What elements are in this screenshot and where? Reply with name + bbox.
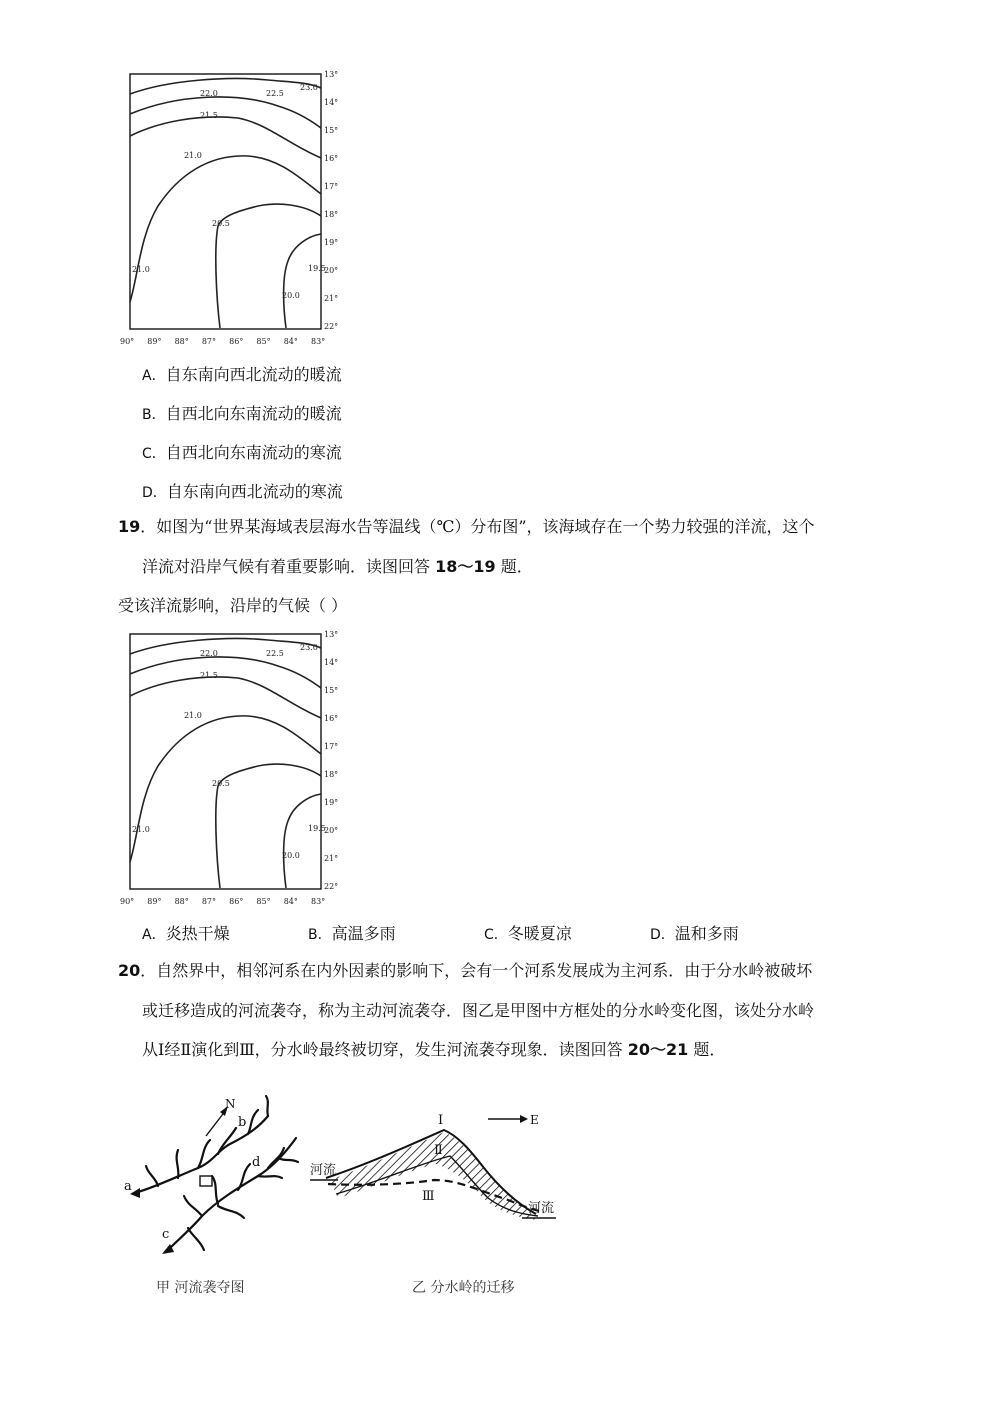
q18-option-a[interactable]: A．自东南向西北流动的暖流 [142, 365, 342, 384]
latitude-tick-label: 14° [324, 98, 339, 107]
latitude-tick-label: 19° [324, 238, 339, 247]
latitude-tick-label: 22° [324, 882, 339, 891]
longitude-tick-label: 86° [229, 337, 244, 346]
isotherm-label: 23.0 [300, 643, 318, 652]
river-right-label: 河流 [528, 1201, 555, 1216]
isotherm-label: 22.0 [200, 89, 218, 98]
isotherm-label: 20.0 [282, 291, 300, 300]
q19-line-2: 洋流对沿岸气候有着重要影响．读图回答 18～19 题． [142, 557, 533, 576]
isotherm-label: 21.0 [184, 711, 202, 720]
longitude-tick-label: 87° [201, 897, 217, 906]
longitude-tick-label: 83° [311, 337, 326, 346]
q18-option-c[interactable]: C．自西北向东南流动的寒流 [142, 443, 342, 462]
latitude-tick-label: 17° [324, 182, 339, 191]
longitude-tick-label: 84° [283, 897, 298, 906]
longitude-tick-label: 85° [256, 897, 271, 906]
latitude-tick-label: 13° [324, 70, 339, 79]
isotherm-label: 22.0 [200, 649, 218, 658]
latitude-tick-label: 15° [324, 686, 339, 695]
isotherm-label: 21.5 [200, 111, 218, 120]
isotherm-label: 19.5 [308, 264, 326, 273]
longitude-tick-label: 85° [256, 337, 271, 346]
river-label-a: a [124, 1179, 132, 1194]
latitude-tick-label: 21° [324, 854, 339, 863]
isotherm-label: 23.0 [300, 83, 318, 92]
north-label: N [225, 1097, 236, 1111]
east-label: E [530, 1113, 539, 1127]
isotherm-label: 20.5 [212, 219, 230, 228]
latitude-tick-label: 16° [324, 714, 339, 723]
latitude-tick-label: 20° [324, 826, 339, 835]
river-label-b: b [238, 1115, 247, 1130]
isotherm-label: 20.0 [282, 851, 300, 860]
river-capture-figure [118, 1088, 308, 1300]
isotherm-map-2 [118, 626, 340, 912]
latitude-tick-label: 21° [324, 294, 339, 303]
longitude-tick-label: 90° [120, 897, 135, 906]
isotherm-label: 19.5 [308, 824, 326, 833]
latitude-tick-label: 14° [324, 658, 339, 667]
isotherm-label: 20.5 [212, 779, 230, 788]
q19-line-1: 19．如图为“世界某海域表层海水告等温线（℃）分布图”，该海域存在一个势力较强的洋流，这个 [118, 517, 815, 536]
latitude-tick-label: 19° [324, 798, 339, 807]
latitude-tick-label: 17° [324, 742, 339, 751]
isotherm-label: 21.0 [184, 151, 202, 160]
latitude-tick-label: 13° [324, 630, 339, 639]
q19-option-d[interactable]: D．温和多雨 [650, 924, 739, 943]
latitude-tick-label: 18° [324, 770, 339, 779]
latitude-tick-label: 18° [324, 210, 339, 219]
stage-label-2: Ⅱ [434, 1143, 443, 1158]
river-left-label: 河流 [310, 1163, 337, 1178]
q18-option-d[interactable]: D．自东南向西北流动的寒流 [142, 482, 343, 501]
q20-line-3: 从Ⅰ经Ⅱ演化到Ⅲ，分水岭最终被切穿，发生河流袭夺现象．读图回答 20～21 题． [142, 1040, 726, 1059]
longitude-tick-label: 89° [147, 897, 162, 906]
q19-stem: 受该洋流影响，沿岸的气候（ ） [118, 596, 348, 615]
watershed-migration-figure [308, 1088, 580, 1300]
q19-number: 19 [118, 517, 141, 536]
stage-label-1: Ⅰ [438, 1113, 444, 1128]
q18-option-b[interactable]: B．自西北向东南流动的暖流 [142, 404, 342, 423]
longitude-tick-label: 90° [120, 337, 135, 346]
latitude-tick-label: 22° [324, 322, 339, 331]
longitude-tick-label: 87° [201, 337, 217, 346]
longitude-tick-label: 88° [174, 337, 189, 346]
isotherm-label: 21.0 [132, 825, 150, 834]
longitude-tick-label: 84° [283, 337, 298, 346]
watershed-box [200, 1176, 212, 1186]
longitude-tick-label: 88° [174, 897, 189, 906]
river-label-d: d [252, 1155, 261, 1170]
q20-number: 20 [118, 961, 141, 980]
stage-label-3: Ⅲ [422, 1189, 435, 1204]
isotherm-label: 21.5 [200, 671, 218, 680]
longitude-tick-label: 86° [229, 897, 244, 906]
ridge-hatch [330, 1132, 536, 1220]
caption-yi: 乙 分水岭的迁移 [412, 1280, 515, 1296]
q19-option-a[interactable]: A．炎热干燥 [142, 924, 230, 943]
longitude-tick-label: 89° [147, 337, 162, 346]
east-arrow-icon [488, 1115, 528, 1123]
q19-option-c[interactable]: C．冬暖夏凉 [484, 924, 572, 943]
river-label-c: c [162, 1227, 170, 1242]
isotherm-map-1 [118, 66, 340, 352]
latitude-tick-label: 16° [324, 154, 339, 163]
q20-line-1: 20．自然界中，相邻河系在内外因素的影响下，会有一个河系发展成为主河系．由于分水岭被破坏 [118, 961, 813, 980]
latitude-tick-label: 15° [324, 126, 339, 135]
isotherm-label: 22.5 [266, 649, 284, 658]
isotherm-label: 22.5 [266, 89, 284, 98]
latitude-tick-label: 20° [324, 266, 339, 275]
isotherm-label: 21.0 [132, 265, 150, 274]
longitude-tick-label: 83° [311, 897, 326, 906]
q19-option-b[interactable]: B．高温多雨 [308, 924, 396, 943]
q20-line-2: 或迁移造成的河流袭夺，称为主动河流袭夺．图乙是甲图中方框处的分水岭变化图，该处分水岭 [142, 1001, 815, 1020]
caption-jia: 甲 河流袭夺图 [156, 1280, 245, 1296]
